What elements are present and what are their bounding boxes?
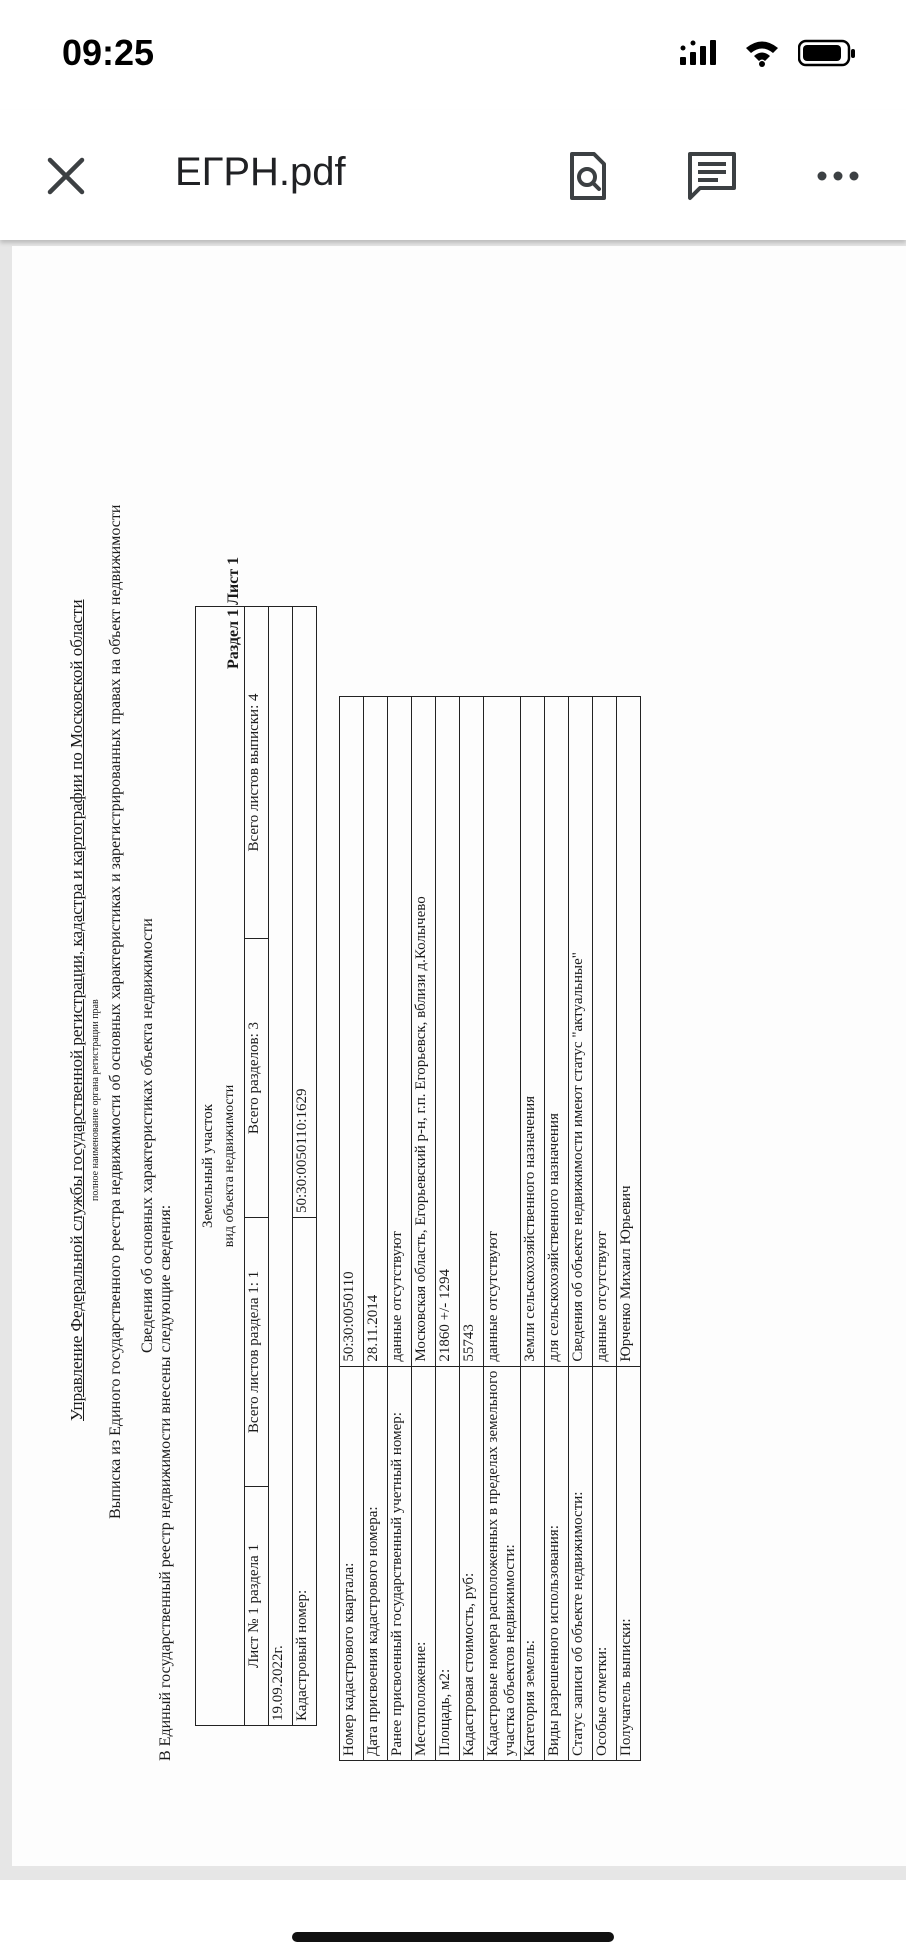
document-subheading: Сведения об основных характеристиках объекта недвижимости: [139, 918, 156, 1353]
row-label: Статус записи об объекте недвижимости:: [569, 1366, 593, 1760]
status-bar: [0, 0, 906, 110]
table-row: [521, 697, 545, 1761]
row-value: 50:30:0050110: [340, 697, 364, 1367]
row-label: Категория земель:: [521, 1366, 545, 1760]
intro-text: В Единый государственный реестр недвижимости внесены следующие сведения:: [157, 1204, 174, 1761]
header-table: [195, 606, 317, 1726]
row-value: Юрченко Михаил Юрьевич: [617, 697, 641, 1367]
table-row: [545, 697, 569, 1761]
total-sections: Всего разделов: 3: [245, 939, 269, 1218]
sheets-in-section: Всего листов раздела 1: 1: [245, 1218, 269, 1487]
pdf-viewer[interactable]: [0, 240, 906, 1880]
row-value: 28.11.2014: [364, 697, 388, 1367]
row-value: 21860 +/- 1294: [436, 697, 460, 1367]
comment-icon[interactable]: [684, 148, 740, 204]
total-sheets: Всего листов выписки: 4: [245, 607, 269, 939]
home-indicator[interactable]: [292, 1932, 614, 1942]
table-row: [388, 697, 412, 1761]
table-row: [617, 697, 641, 1761]
row-value: Московская область, Егорьевский р-н, г.п. Егорьевск, вблизи д.Колычево: [412, 697, 436, 1367]
status-icons: [680, 38, 858, 68]
row-label: Виды разрешенного использования:: [545, 1366, 569, 1760]
cellular-signal-icon: [680, 39, 726, 67]
table-row: [340, 697, 364, 1761]
table-row: [484, 697, 521, 1761]
row-label-multiline: [484, 1366, 521, 1760]
row-value: Сведения об объекте недвижимости имеют статус "актуальные": [569, 697, 593, 1367]
row-label: Кадастровая стоимость, руб:: [460, 1366, 484, 1760]
object-type: Земельный участок: [196, 607, 222, 1726]
app-toolbar: [0, 110, 906, 240]
wifi-icon: [744, 39, 780, 67]
close-icon[interactable]: [44, 154, 88, 198]
egrn-document: [67, 361, 767, 1761]
cadastral-label: Кадастровый номер:: [293, 1218, 317, 1726]
authority-note: полное наименование органа регистрации прав: [90, 999, 101, 1201]
table-row: [569, 697, 593, 1761]
authority-name: Управление Федеральной службы государственной регистрации, кадастра и картографии по Московской области: [67, 599, 86, 1421]
row-label: Дата присвоения кадастрового номера:: [364, 1366, 388, 1760]
table-row: [460, 697, 484, 1761]
object-type-note: вид объекта недвижимости: [221, 607, 245, 1726]
row-label: Ранее присвоенный государственный учетный номер:: [388, 1366, 412, 1760]
extract-date: 19.09.2022г.: [269, 607, 293, 1726]
search-in-document-icon[interactable]: [558, 148, 614, 204]
row-label: Получатель выписки:: [617, 1366, 641, 1760]
table-row: [412, 697, 436, 1761]
document-heading: Выписка из Единого государственного реестра недвижимости об основных характеристиках и зарегистрированных правах на объект недвижимости: [107, 504, 124, 1519]
row-value: данные отсутствуют: [388, 697, 412, 1367]
table-row: [593, 697, 617, 1761]
row-label: Особые отметки:: [593, 1366, 617, 1760]
document-title: ЕГРН.pdf: [175, 150, 346, 194]
row-label: Номер кадастрового квартала:: [340, 1366, 364, 1760]
more-options-icon[interactable]: [810, 148, 866, 204]
row-value: данные отсутствуют: [593, 697, 617, 1367]
row-value: 55743: [460, 697, 484, 1367]
battery-icon: [798, 38, 858, 68]
cadastral-number: 50:30:0050110:1629: [293, 607, 317, 1218]
row-label: Местоположение:: [412, 1366, 436, 1760]
row-label: Кадастровые номера расположенных в пределах земельного: [485, 1370, 501, 1756]
row-value: для сельскохозяйственного назначения: [545, 697, 569, 1367]
section-label: Раздел 1 Лист 1: [225, 556, 242, 669]
row-value: данные отсутствуют: [484, 697, 521, 1367]
row-label: Площадь, м2:: [436, 1366, 460, 1760]
row-value: Земли сельскохозяйственного назначения: [521, 697, 545, 1367]
status-time: 09:25: [62, 32, 155, 73]
table-row: [436, 697, 460, 1761]
row-label-continued: участка объектов недвижимости:: [502, 1544, 518, 1756]
table-row: [364, 697, 388, 1761]
bottom-bar: [0, 1880, 906, 1960]
sheet-number: Лист № 1 раздела 1: [245, 1487, 269, 1726]
characteristics-table: [339, 696, 641, 1761]
pdf-page[interactable]: [12, 246, 906, 1866]
